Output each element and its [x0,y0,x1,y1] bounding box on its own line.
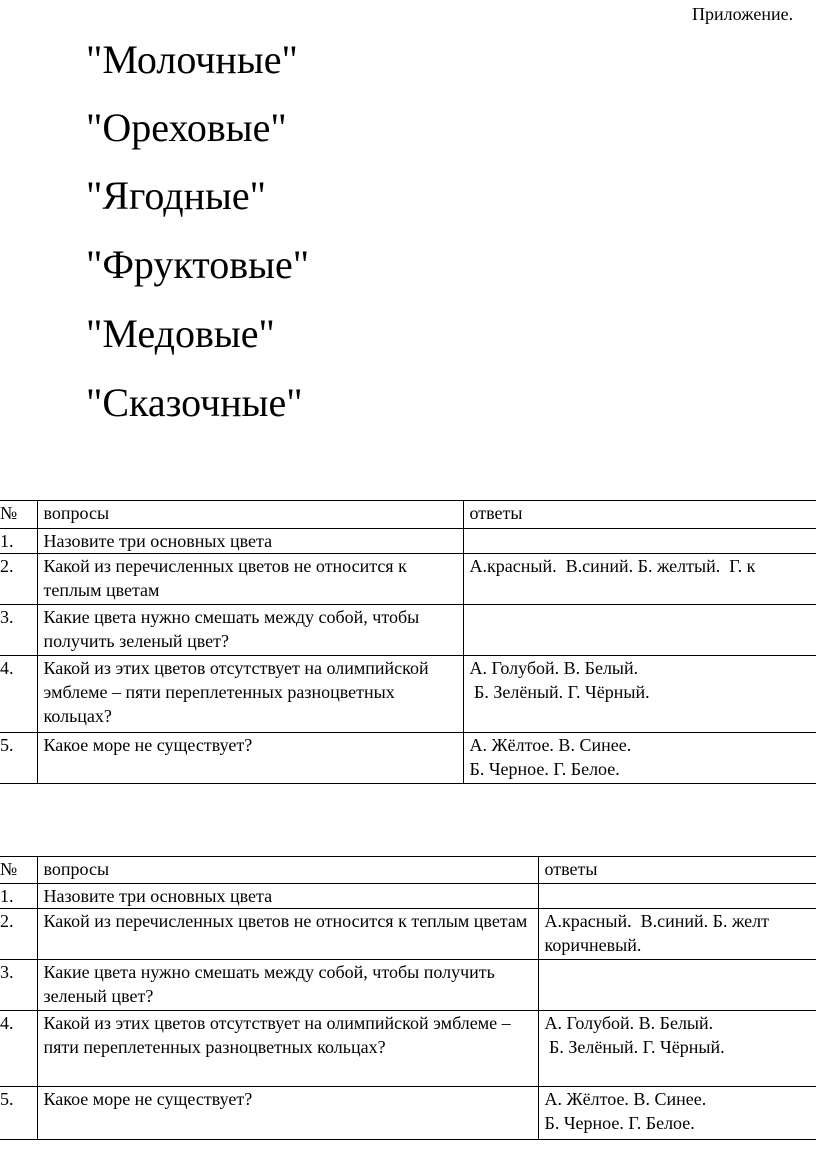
row-number: 5. [0,1087,37,1140]
row-question: Какой из перечисленных цветов не относится к теплым цветам [37,909,538,960]
header-number: № [0,857,37,884]
row-answer [538,960,816,1011]
header-answers: ответы [538,857,816,884]
row-number: 4. [0,656,37,733]
row-question: Назовите три основных цвета [37,529,463,554]
header-questions: вопросы [37,857,538,884]
row-answer: А. Голубой. В. Белый. Б. Зелёный. Г. Чёрный. [463,656,816,733]
row-question: Какой из перечисленных цветов не относится к теплым цветам [37,554,463,605]
row-number: 3. [0,605,37,656]
row-answer [463,529,816,554]
table-row [0,656,816,733]
table-header-row [0,857,816,884]
row-question: Какое море не существует? [37,1087,538,1140]
row-number: 2. [0,909,37,960]
table-row [0,605,816,656]
category-berry: "Ягодные" [86,173,266,218]
row-number: 4. [0,1011,37,1087]
table-row [0,884,816,909]
table-row [0,909,816,960]
row-number: 1. [0,529,37,554]
header-questions: вопросы [37,501,463,529]
row-answer: А. Голубой. В. Белый. Б. Зелёный. Г. Чёрный. [538,1011,816,1087]
table-row [0,1087,816,1140]
table-row [0,960,816,1011]
row-question: Какой из этих цветов отсутствует на олимпийской эмблеме – пяти переплетенных разноцветных кольцах? [37,1011,538,1087]
table-header-row [0,501,816,529]
category-fairy: "Сказочные" [86,380,303,425]
table-row [0,554,816,605]
row-question: Назовите три основных цвета [37,884,538,909]
row-number: 5. [0,733,37,784]
row-answer: А. Жёлтое. В. Синее. Б. Черное. Г. Белое. [538,1087,816,1140]
row-answer: А. Жёлтое. В. Синее. Б. Черное. Г. Белое. [463,733,816,784]
row-answer: А.красный. В.синий. Б. желтый. Г. к [463,554,816,605]
category-milk: "Молочные" [86,37,298,82]
row-question: Какой из этих цветов отсутствует на олимпийской эмблеме – пяти переплетенных разноцветных кольцах? [37,656,463,733]
row-number: 2. [0,554,37,605]
row-question: Какое море не существует? [37,733,463,784]
category-nut: "Ореховые" [86,105,287,150]
header-answers: ответы [463,501,816,529]
row-number: 3. [0,960,37,1011]
row-answer [538,884,816,909]
quiz-table-1 [0,500,816,784]
category-fruit: "Фруктовые" [86,242,310,287]
appendix-label: Приложение. [692,4,794,24]
row-question: Какие цвета нужно смешать между собой, чтобы получить зеленый цвет? [37,960,538,1011]
table-row [0,1011,816,1087]
row-answer [463,605,816,656]
table-row [0,529,816,554]
row-answer: А.красный. В.синий. Б. желт коричневый. [538,909,816,960]
header-number: № [0,501,37,529]
row-number: 1. [0,884,37,909]
table-row [0,733,816,784]
quiz-table-2 [0,856,816,1140]
row-question: Какие цвета нужно смешать между собой, чтобы получить зеленый цвет? [37,605,463,656]
category-honey: "Медовые" [86,311,275,356]
